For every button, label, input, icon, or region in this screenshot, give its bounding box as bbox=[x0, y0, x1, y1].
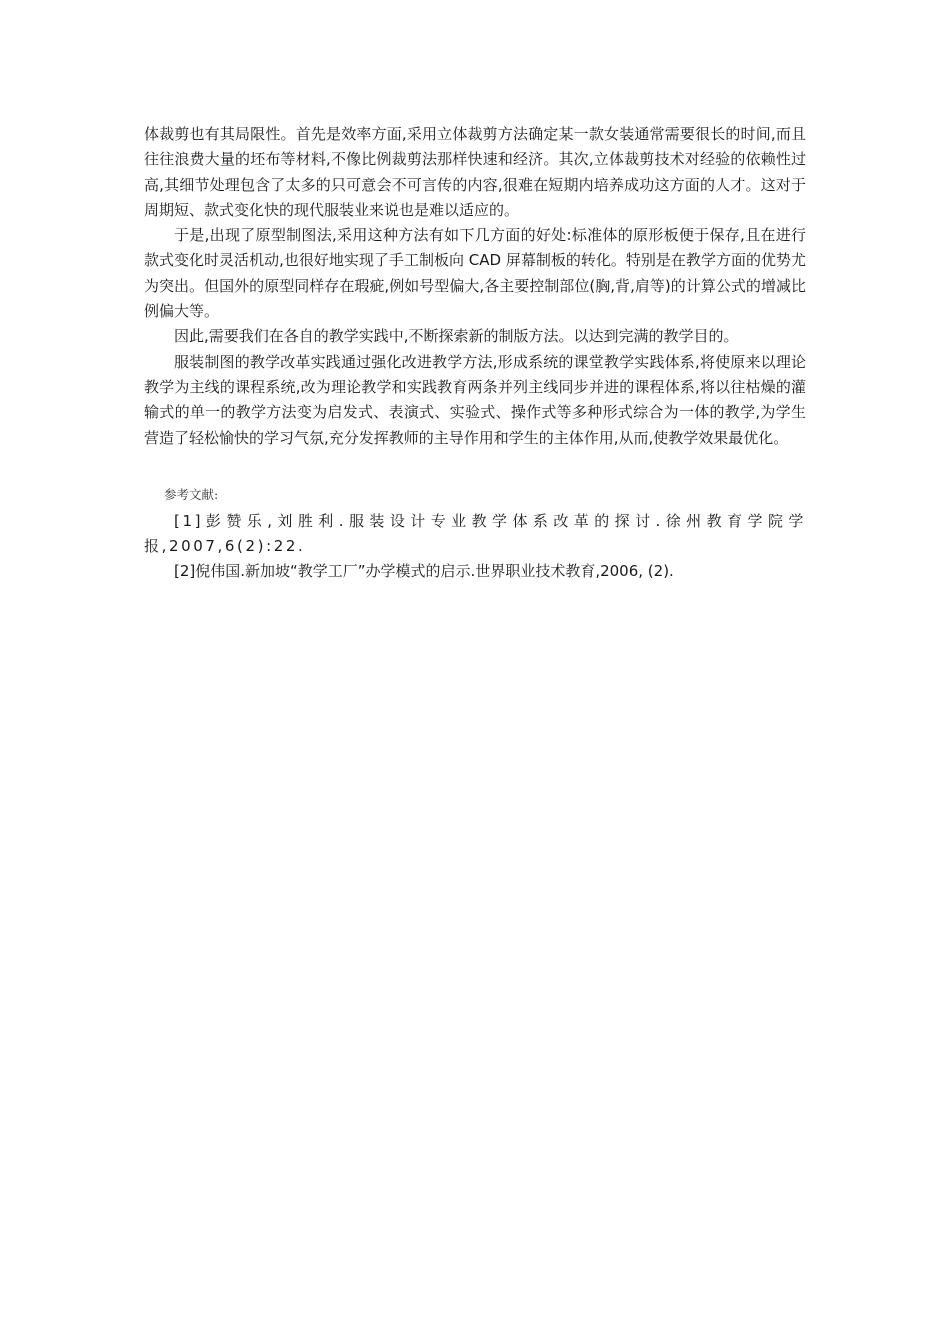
body-paragraph: 体裁剪也有其局限性。首先是效率方面,采用立体裁剪方法确定某一款女装通常需要很长的时间,而且往往浪费大量的坯布等材料,不像比例裁剪法那样快速和经济。其次,立体裁剪技术对经验的依赖性过高,其细节处理包含了太多的只可意会不可言传的内容,很难在短期内培养成功这方面的人才。这对于周期短、款式变化快的现代服装业来说也是难以适应的。 bbox=[144, 125, 806, 219]
article-body bbox=[144, 122, 806, 585]
body-paragraph: 服装制图的教学改革实践通过强化改进教学方法,形成系统的课堂教学实践体系,将使原来以理论教学为主线的课程系统,改为理论教学和实践教育两条并列主线同步并进的课程体系,将以往枯燥的灌输式的单一的教学方法变为启发式、表演式、实验式、操作式等多种形式综合为一体的教学,为学生营造了轻松愉快的学习气氛,充分发挥教师的主导作用和学生的主体作用,从而,使教学效果最优化。 bbox=[144, 352, 806, 447]
body-paragraph: 因此,需要我们在各自的教学实践中,不断探索新的制版方法。以达到完满的教学目的。 bbox=[174, 327, 739, 346]
reference-item: [1]彭赞乐,刘胜利.服装设计专业教学体系改革的探讨.徐州教育学院学报,2007,6(2):22. bbox=[144, 511, 806, 556]
body-paragraph: 于是,出现了原型制图法,采用这种方法有如下几方面的好处:标准体的原形板便于保存,且在进行款式变化时灵活机动,也很好地实现了手工制板向 CAD 屏幕制板的转化。特别是在教学方面的优势尤为突出。但国外的原型同样存在瑕疵,例如号型偏大,各主要控制部位(胸,背,肩等)的计算公式的增减比例偏大等。 bbox=[144, 226, 806, 321]
references-list bbox=[144, 509, 806, 585]
reference-item: [2]倪伟国.新加坡“教学工厂”办学模式的启示.世界职业技术教育,2006, (2). bbox=[174, 562, 674, 581]
references-title: 参考文献: bbox=[164, 486, 219, 502]
